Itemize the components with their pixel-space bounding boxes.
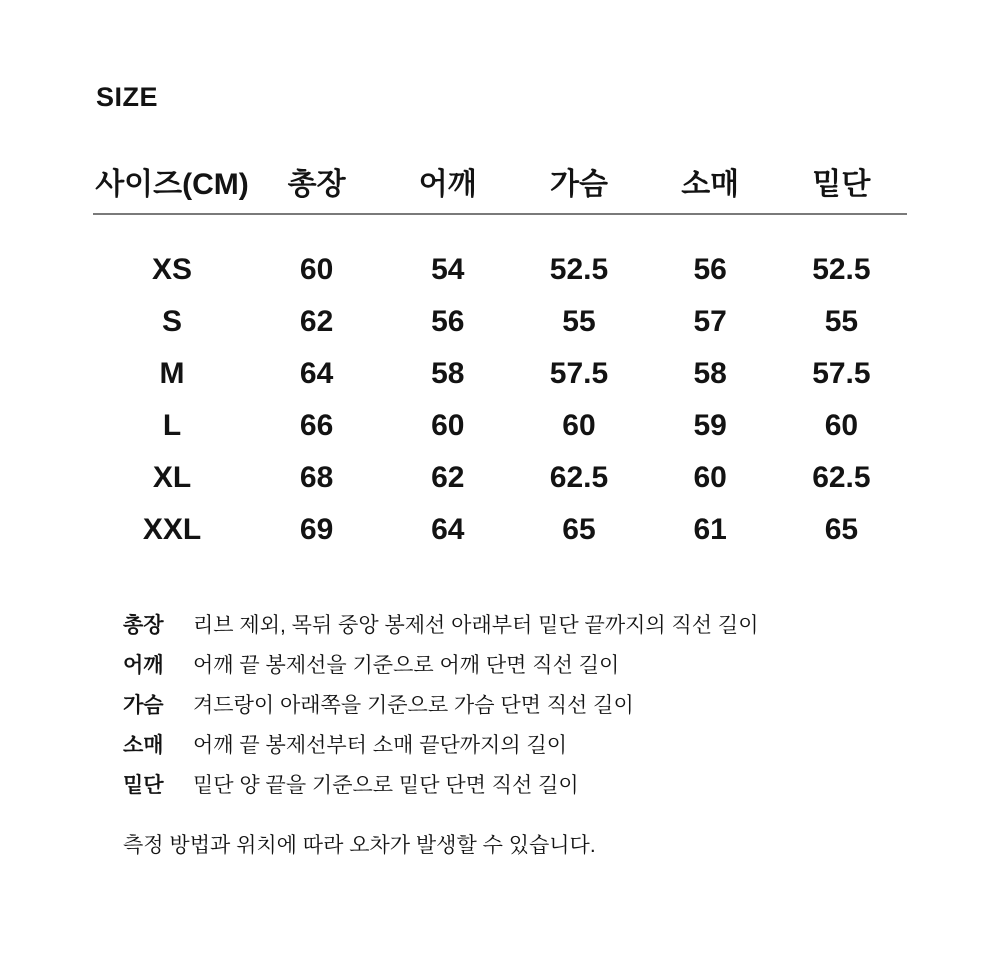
value-shoulder: 56 — [431, 305, 465, 338]
table-row-xs — [93, 244, 907, 296]
definition-description: 밑단 양 끝을 기준으로 밑단 단면 직선 길이 — [193, 774, 579, 797]
value-hem: 55 — [824, 305, 859, 338]
definition-description: 어깨 끝 봉제선을 기준으로 어깨 단면 직선 길이 — [193, 654, 620, 677]
value-hem: 52.5 — [812, 253, 871, 286]
value-sleeve: 57 — [693, 305, 727, 338]
value-hem: 65 — [824, 513, 859, 546]
definition-total-length — [123, 606, 1000, 646]
row-size-label: XS — [151, 253, 193, 286]
column-header-sleeve: 소매 — [681, 168, 740, 201]
row-size-label: S — [161, 305, 182, 338]
table-row-xl — [93, 452, 907, 504]
value-chest: 55 — [562, 305, 596, 338]
value-hem: 57.5 — [812, 357, 871, 390]
row-size-label: XL — [152, 461, 192, 494]
definition-description: 겨드랑이 아래쪽을 기준으로 가슴 단면 직선 길이 — [193, 694, 634, 717]
measurement-definitions — [123, 606, 1000, 806]
definition-shoulder — [123, 646, 1000, 686]
value-chest: 52.5 — [549, 253, 609, 286]
value-chest: 60 — [562, 409, 596, 442]
definition-term: 밑단 — [123, 774, 164, 797]
value-shoulder: 54 — [431, 253, 465, 286]
definition-chest — [123, 686, 1000, 726]
row-size-label: M — [159, 357, 185, 390]
definition-description: 어깨 끝 봉제선부터 소매 끝단까지의 길이 — [193, 734, 568, 757]
definition-term: 소매 — [123, 734, 164, 757]
value-sleeve: 58 — [693, 357, 727, 390]
definition-sleeve — [123, 726, 1000, 766]
value-sleeve: 60 — [693, 461, 727, 494]
value-total-length: 64 — [299, 357, 334, 390]
value-total-length: 66 — [299, 409, 334, 442]
table-row-s — [93, 296, 907, 348]
size-table-body — [93, 215, 907, 556]
value-sleeve: 61 — [693, 513, 727, 546]
size-table-header-row — [93, 167, 907, 215]
definition-term: 가슴 — [123, 694, 164, 717]
column-header-total-length: 총장 — [287, 168, 346, 201]
table-row-xxl — [93, 504, 907, 556]
definition-hem — [123, 766, 1000, 806]
value-shoulder: 58 — [431, 357, 465, 390]
definition-description: 리브 제외, 목뒤 중앙 봉제선 아래부터 밑단 끝까지의 직선 길이 — [193, 614, 759, 637]
value-chest: 57.5 — [549, 357, 609, 390]
value-shoulder: 60 — [431, 409, 465, 442]
value-chest: 65 — [562, 513, 596, 546]
row-size-label: XXL — [142, 513, 202, 546]
value-sleeve: 59 — [693, 409, 727, 442]
value-total-length: 69 — [299, 513, 334, 546]
table-row-l — [93, 400, 907, 452]
value-total-length: 68 — [299, 461, 334, 494]
row-size-label: L — [162, 409, 182, 442]
value-chest: 62.5 — [549, 461, 609, 494]
size-table — [93, 167, 907, 556]
value-total-length: 60 — [299, 253, 334, 286]
value-total-length: 62 — [299, 305, 334, 338]
page-title: SIZE — [96, 82, 159, 112]
column-header-chest: 가슴 — [550, 168, 608, 201]
column-header-hem: 밑단 — [812, 168, 871, 201]
definition-term: 어깨 — [123, 654, 164, 677]
value-shoulder: 64 — [431, 513, 465, 546]
measurement-note: 측정 방법과 위치에 따라 오차가 발생할 수 있습니다. — [123, 834, 596, 857]
column-header-size: 사이즈(CM) — [95, 168, 249, 201]
value-hem: 62.5 — [812, 461, 871, 494]
table-row-m — [93, 348, 907, 400]
value-shoulder: 62 — [431, 461, 465, 494]
value-hem: 60 — [824, 409, 859, 442]
value-sleeve: 56 — [693, 253, 727, 286]
definition-term: 총장 — [123, 614, 164, 637]
column-header-shoulder: 어깨 — [418, 168, 477, 201]
